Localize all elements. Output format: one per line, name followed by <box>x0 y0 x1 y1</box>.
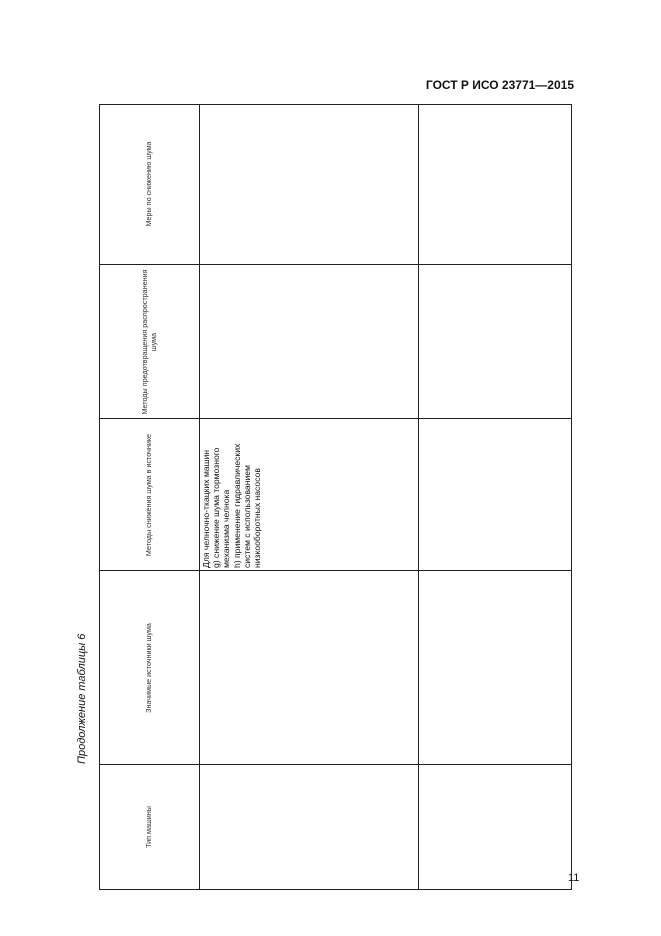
header-measures: Меры по снижению шума <box>144 141 154 227</box>
page-number: 11 <box>568 872 580 884</box>
noise-reduction-table <box>99 104 572 890</box>
header-machine-type: Тип машины <box>144 806 154 848</box>
text-line: систем с использованием <box>241 465 252 568</box>
row-continuation-sources <box>199 571 418 765</box>
table-caption: Продолжение таблицы 6 <box>76 633 88 764</box>
text-line: Для челночно-ткацких машин <box>201 449 211 568</box>
row-continuation-measures <box>199 103 418 265</box>
text-line: g) снижение шума тормозного <box>211 447 222 568</box>
row-continuation-type <box>199 765 418 889</box>
text-line: низкооборотных насосов <box>252 468 263 568</box>
header-source-methods: Методы снижения шума в источнике <box>144 433 154 557</box>
row-continuation-propagation <box>199 265 418 419</box>
text-line: механизма челнока <box>221 489 232 568</box>
row-continuation-source-methods <box>199 419 418 571</box>
document-header: ГОСТ Р ИСО 23771—2015 <box>425 78 574 92</box>
text-line: h) применение гидравлических <box>231 443 242 568</box>
header-noise-sources: Значимые источники шума <box>144 623 154 713</box>
header-propagation-methods: Методы предотвращения распространения шума <box>139 269 158 415</box>
